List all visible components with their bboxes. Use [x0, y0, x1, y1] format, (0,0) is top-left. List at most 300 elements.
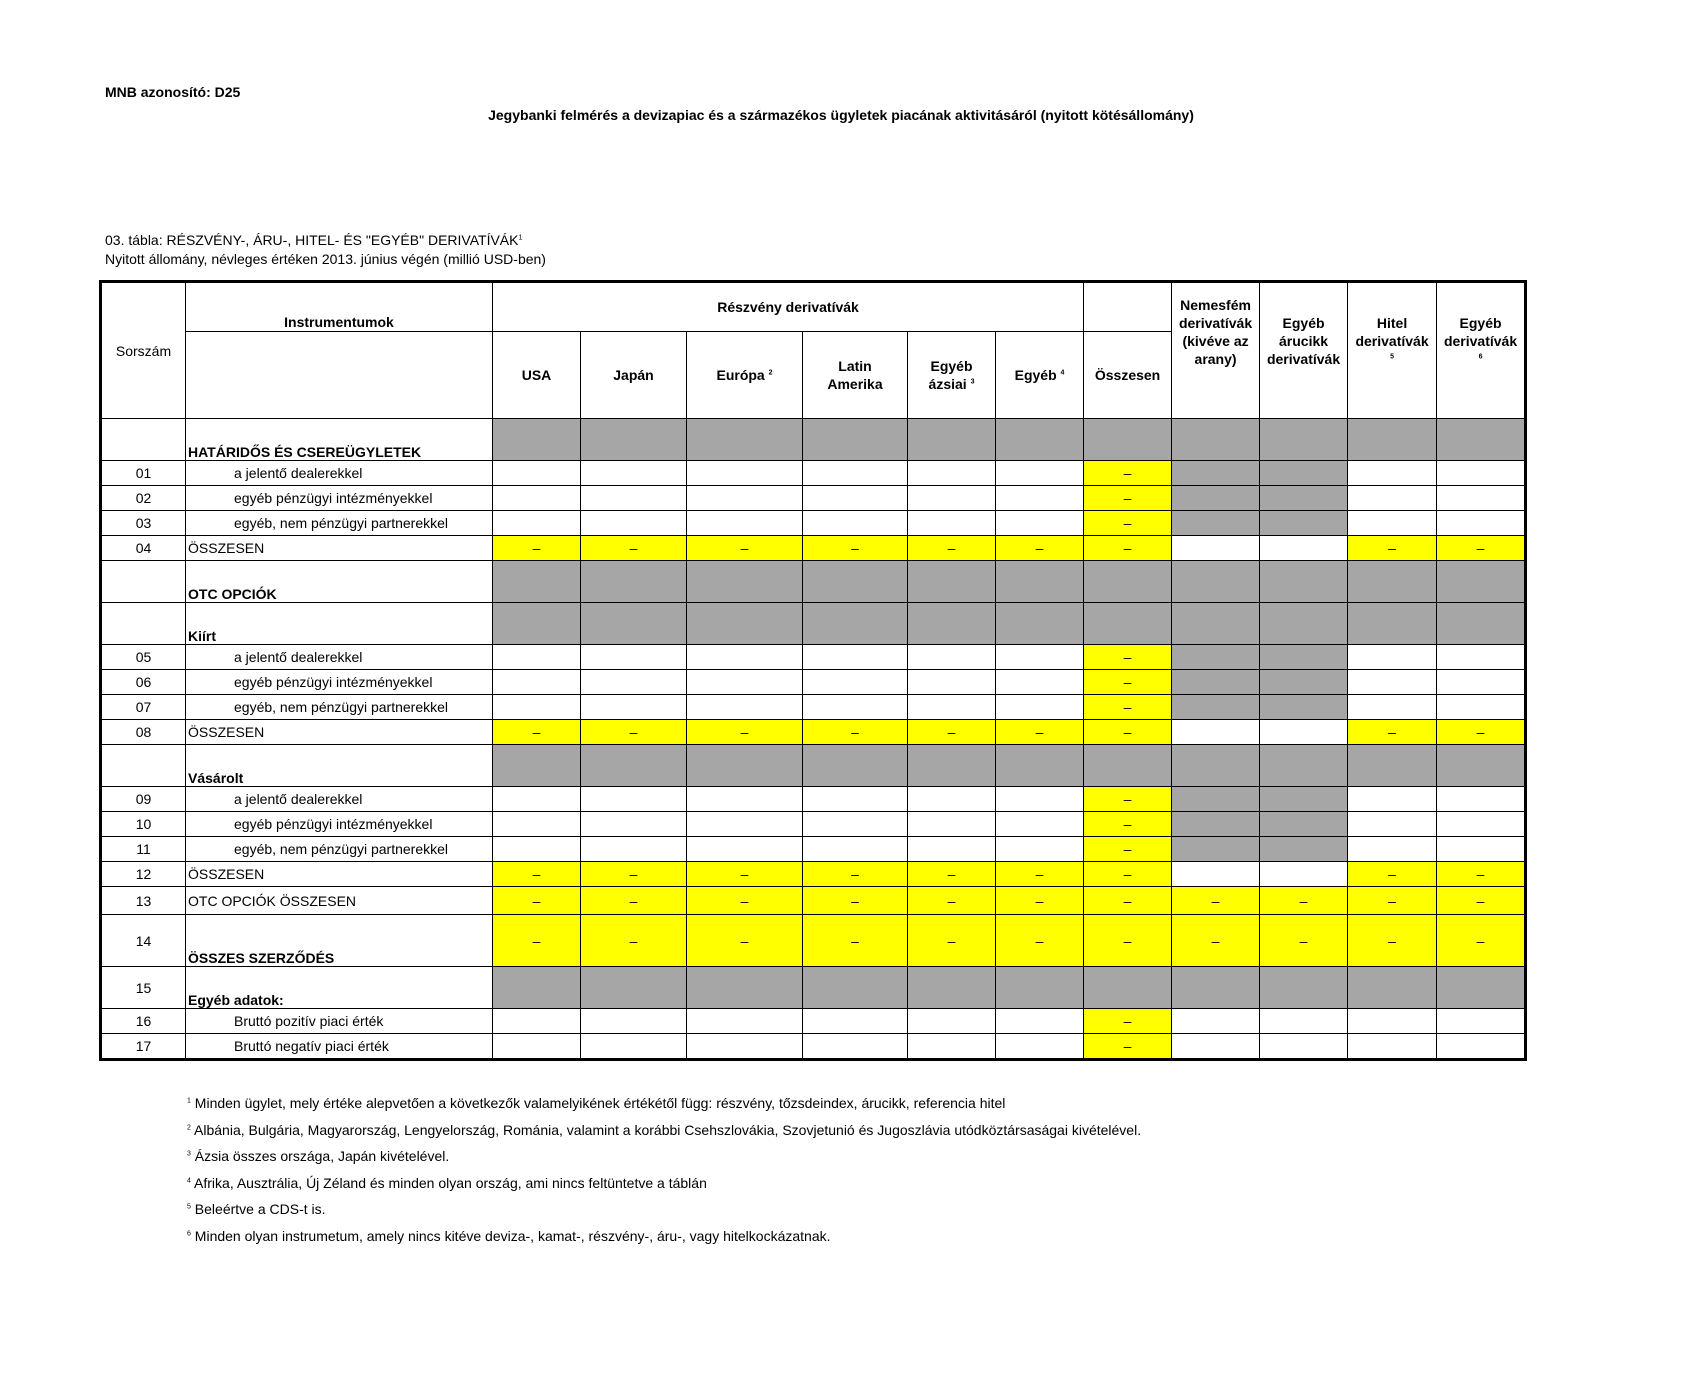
- value-cell-empty[interactable]: [687, 787, 803, 812]
- value-cell-empty[interactable]: [1348, 645, 1437, 670]
- row-label: egyéb, nem pénzügyi partnerekkel: [186, 837, 493, 862]
- value-cell-dash: –: [493, 862, 581, 887]
- value-cell-empty[interactable]: [996, 1034, 1084, 1059]
- grey-cell: [581, 419, 687, 461]
- header-europa: Európa $^2$: [687, 332, 803, 419]
- value-cell-dash: –: [996, 915, 1084, 967]
- value-cell-empty[interactable]: [1348, 837, 1437, 862]
- value-cell-empty[interactable]: [1437, 787, 1525, 812]
- row-label: ÖSSZES SZERZŐDÉS: [186, 915, 493, 967]
- value-cell-empty[interactable]: [803, 837, 908, 862]
- value-cell-empty[interactable]: [996, 486, 1084, 511]
- row-number: [102, 603, 186, 645]
- value-cell-dash: –: [908, 720, 996, 745]
- table-row: [102, 536, 1525, 561]
- row-number: 16: [102, 1009, 186, 1034]
- row-label: ÖSSZESEN: [186, 862, 493, 887]
- value-cell-empty[interactable]: [687, 486, 803, 511]
- section-row: [102, 745, 1525, 787]
- value-cell-empty[interactable]: [1348, 1034, 1437, 1059]
- value-cell-empty[interactable]: [1260, 862, 1348, 887]
- grey-cell: [1260, 486, 1348, 511]
- derivatives-table: [101, 282, 1525, 1059]
- value-cell-empty[interactable]: [996, 695, 1084, 720]
- value-cell-dash: –: [687, 887, 803, 915]
- value-cell-empty[interactable]: [908, 837, 996, 862]
- grey-cell: [1348, 419, 1437, 461]
- value-cell-dash: –: [1084, 1034, 1172, 1059]
- grey-cell: [687, 745, 803, 787]
- header-osszesen: Összesen: [1084, 332, 1172, 419]
- value-cell-dash: –: [1084, 511, 1172, 536]
- value-cell-dash: –: [996, 862, 1084, 887]
- grey-cell: [803, 561, 908, 603]
- grey-cell: [1172, 461, 1260, 486]
- grey-cell: [803, 967, 908, 1009]
- value-cell-empty[interactable]: [493, 1009, 581, 1034]
- value-cell-empty[interactable]: [996, 787, 1084, 812]
- grey-cell: [1172, 486, 1260, 511]
- value-cell-empty[interactable]: [996, 511, 1084, 536]
- table-row: [102, 915, 1525, 967]
- value-cell-dash: –: [1084, 837, 1172, 862]
- value-cell-dash: –: [687, 915, 803, 967]
- grey-cell: [1437, 561, 1525, 603]
- value-cell-empty[interactable]: [803, 787, 908, 812]
- value-cell-dash: –: [687, 862, 803, 887]
- footnote-6: $^6$ Minden olyan instrumetum, amely nincs kitéve deviza-, kamat-, részvény-, áru-, vagy hitelkockázatnak.: [187, 1227, 831, 1244]
- row-label: a jelentő dealerekkel: [186, 461, 493, 486]
- value-cell-dash: –: [493, 720, 581, 745]
- grey-cell: [996, 745, 1084, 787]
- value-cell-empty[interactable]: [687, 670, 803, 695]
- row-number: 02: [102, 486, 186, 511]
- row-number: 17: [102, 1034, 186, 1059]
- value-cell-empty[interactable]: [1437, 812, 1525, 837]
- row-label: a jelentő dealerekkel: [186, 787, 493, 812]
- row-number: [102, 745, 186, 787]
- value-cell-empty[interactable]: [1260, 1009, 1348, 1034]
- value-cell-empty[interactable]: [581, 511, 687, 536]
- header-hitel-top: Hitel: [1348, 283, 1437, 332]
- row-number: 06: [102, 670, 186, 695]
- footnote-4: $^4$ Afrika, Ausztrália, Új Zéland és minden olyan ország, ami nincs feltüntetve a táblán: [187, 1174, 707, 1191]
- grey-cell: [1437, 419, 1525, 461]
- value-cell-empty[interactable]: [908, 1009, 996, 1034]
- value-cell-empty[interactable]: [908, 645, 996, 670]
- value-cell-empty[interactable]: [1260, 1034, 1348, 1059]
- value-cell-dash: –: [1084, 812, 1172, 837]
- value-cell-empty[interactable]: [803, 486, 908, 511]
- value-cell-empty[interactable]: [1172, 1009, 1260, 1034]
- value-cell-empty[interactable]: [908, 486, 996, 511]
- row-label: egyéb, nem pénzügyi partnerekkel: [186, 695, 493, 720]
- page-title: Jegybanki felmérés a devizapiac és a származékos ügyletek piacának aktivitásáról (nyitott kötésállomány): [488, 107, 1194, 123]
- header-instrumentumok-blank: [186, 332, 493, 419]
- grey-cell: [908, 419, 996, 461]
- value-cell-empty[interactable]: [687, 511, 803, 536]
- grey-cell: [1260, 645, 1348, 670]
- value-cell-dash: –: [1437, 720, 1525, 745]
- value-cell-empty[interactable]: [581, 787, 687, 812]
- grey-cell: [1260, 561, 1348, 603]
- value-cell-empty[interactable]: [803, 695, 908, 720]
- value-cell-dash: –: [1437, 887, 1525, 915]
- grey-cell: [908, 603, 996, 645]
- value-cell-empty[interactable]: [493, 695, 581, 720]
- value-cell-empty[interactable]: [803, 511, 908, 536]
- value-cell-empty[interactable]: [803, 461, 908, 486]
- value-cell-empty[interactable]: [493, 812, 581, 837]
- value-cell-empty[interactable]: [493, 486, 581, 511]
- grey-cell: [908, 561, 996, 603]
- value-cell-dash: –: [1437, 915, 1525, 967]
- grey-cell: [908, 745, 996, 787]
- grey-cell: [1437, 745, 1525, 787]
- value-cell-empty[interactable]: [1437, 695, 1525, 720]
- value-cell-dash: –: [687, 536, 803, 561]
- grey-cell: [1260, 967, 1348, 1009]
- value-cell-dash: –: [1437, 536, 1525, 561]
- value-cell-empty[interactable]: [581, 645, 687, 670]
- header-hitel-bottom: derivatívák $^5$: [1348, 332, 1437, 419]
- value-cell-empty[interactable]: [581, 486, 687, 511]
- table-row: [102, 461, 1525, 486]
- table-row: [102, 787, 1525, 812]
- value-cell-empty[interactable]: [493, 1034, 581, 1059]
- value-cell-empty[interactable]: [687, 812, 803, 837]
- value-cell-dash: –: [1084, 720, 1172, 745]
- value-cell-empty[interactable]: [1172, 720, 1260, 745]
- footnote-5: $^5$ Beleértve a CDS-t is.: [187, 1201, 326, 1217]
- grey-cell: [1260, 670, 1348, 695]
- table-caption: 03. tábla: RÉSZVÉNY-, ÁRU-, HITEL- ÉS "EGYÉB" DERIVATÍVÁK$^1$: [105, 232, 523, 248]
- table-row: [102, 670, 1525, 695]
- grey-cell: [1348, 967, 1437, 1009]
- table-row: [102, 862, 1525, 887]
- grey-cell: [1437, 603, 1525, 645]
- value-cell-dash: –: [581, 887, 687, 915]
- grey-cell: [1172, 645, 1260, 670]
- value-cell-dash: –: [493, 536, 581, 561]
- value-cell-empty[interactable]: [996, 670, 1084, 695]
- grey-cell: [687, 967, 803, 1009]
- value-cell-empty[interactable]: [581, 670, 687, 695]
- value-cell-empty[interactable]: [493, 787, 581, 812]
- section-row: [102, 419, 1525, 461]
- grey-cell: [803, 419, 908, 461]
- value-cell-dash: –: [1084, 461, 1172, 486]
- grey-cell: [1172, 695, 1260, 720]
- value-cell-dash: –: [1084, 695, 1172, 720]
- value-cell-empty[interactable]: [493, 645, 581, 670]
- grey-cell: [996, 419, 1084, 461]
- row-number: 01: [102, 461, 186, 486]
- row-number: 04: [102, 536, 186, 561]
- table-row: [102, 511, 1525, 536]
- value-cell-empty[interactable]: [687, 1034, 803, 1059]
- grey-cell: [1084, 561, 1172, 603]
- value-cell-empty[interactable]: [1348, 670, 1437, 695]
- grey-cell: [1260, 461, 1348, 486]
- value-cell-empty[interactable]: [908, 511, 996, 536]
- value-cell-empty[interactable]: [581, 461, 687, 486]
- grey-cell: [1260, 787, 1348, 812]
- value-cell-dash: –: [908, 536, 996, 561]
- grey-cell: [493, 603, 581, 645]
- table-row: [102, 645, 1525, 670]
- grey-cell: [1172, 745, 1260, 787]
- grey-cell: [1260, 419, 1348, 461]
- row-number: 05: [102, 645, 186, 670]
- row-label: egyéb, nem pénzügyi partnerekkel: [186, 511, 493, 536]
- value-cell-dash: –: [1348, 536, 1437, 561]
- value-cell-dash: –: [687, 720, 803, 745]
- value-cell-empty[interactable]: [1348, 461, 1437, 486]
- grey-cell: [1172, 670, 1260, 695]
- grey-cell: [1260, 511, 1348, 536]
- value-cell-dash: –: [996, 720, 1084, 745]
- value-cell-dash: –: [803, 915, 908, 967]
- table-subcaption: Nyitott állomány, névleges értéken 2013. június végén (millió USD-ben): [105, 251, 546, 267]
- grey-cell: [908, 967, 996, 1009]
- grey-cell: [996, 967, 1084, 1009]
- value-cell-dash: –: [1084, 1009, 1172, 1034]
- row-label: Egyéb adatok:: [186, 967, 493, 1009]
- value-cell-empty[interactable]: [1437, 486, 1525, 511]
- value-cell-empty[interactable]: [1260, 536, 1348, 561]
- row-label: Bruttó negatív piaci érték: [186, 1034, 493, 1059]
- grey-cell: [1260, 745, 1348, 787]
- row-number: 09: [102, 787, 186, 812]
- header-japan: Japán: [581, 332, 687, 419]
- grey-cell: [581, 603, 687, 645]
- value-cell-dash: –: [1437, 862, 1525, 887]
- value-cell-empty[interactable]: [908, 787, 996, 812]
- row-number: 15: [102, 967, 186, 1009]
- value-cell-empty[interactable]: [803, 812, 908, 837]
- value-cell-dash: –: [1084, 787, 1172, 812]
- value-cell-dash: –: [1348, 720, 1437, 745]
- value-cell-empty[interactable]: [908, 1034, 996, 1059]
- table-row: [102, 837, 1525, 862]
- value-cell-empty[interactable]: [996, 812, 1084, 837]
- grey-cell: [1084, 967, 1172, 1009]
- value-cell-empty[interactable]: [493, 511, 581, 536]
- value-cell-dash: –: [908, 862, 996, 887]
- mnb-identifier: MNB azonosító: D25: [105, 84, 241, 100]
- value-cell-empty[interactable]: [1437, 837, 1525, 862]
- grey-cell: [1348, 745, 1437, 787]
- value-cell-empty[interactable]: [581, 1034, 687, 1059]
- row-label: egyéb pénzügyi intézményekkel: [186, 812, 493, 837]
- value-cell-empty[interactable]: [803, 1034, 908, 1059]
- table-row: [102, 695, 1525, 720]
- grey-cell: [493, 419, 581, 461]
- header-reszveny-derivativak: Részvény derivatívák: [493, 283, 1084, 332]
- value-cell-dash: –: [581, 536, 687, 561]
- grey-cell: [493, 967, 581, 1009]
- value-cell-empty[interactable]: [996, 461, 1084, 486]
- grey-cell: [1172, 561, 1260, 603]
- header-latin-amerika: Latin Amerika: [803, 332, 908, 419]
- value-cell-empty[interactable]: [1437, 461, 1525, 486]
- value-cell-dash: –: [1348, 915, 1437, 967]
- value-cell-empty[interactable]: [803, 1009, 908, 1034]
- grey-cell: [1172, 787, 1260, 812]
- value-cell-empty[interactable]: [687, 461, 803, 486]
- value-cell-empty[interactable]: [908, 695, 996, 720]
- row-number: 13: [102, 887, 186, 915]
- value-cell-dash: –: [493, 915, 581, 967]
- value-cell-dash: –: [803, 536, 908, 561]
- value-cell-empty[interactable]: [1260, 720, 1348, 745]
- value-cell-empty[interactable]: [1348, 511, 1437, 536]
- value-cell-empty[interactable]: [908, 812, 996, 837]
- header-sorszam: Sorszám: [102, 283, 186, 419]
- value-cell-empty[interactable]: [1348, 695, 1437, 720]
- value-cell-empty[interactable]: [1348, 787, 1437, 812]
- row-label: a jelentő dealerekkel: [186, 645, 493, 670]
- value-cell-dash: –: [1348, 862, 1437, 887]
- value-cell-dash: –: [1084, 887, 1172, 915]
- value-cell-dash: –: [1084, 862, 1172, 887]
- table-row: [102, 1034, 1525, 1059]
- table-row: [102, 720, 1525, 745]
- row-number: [102, 561, 186, 603]
- header-egyeb-aru-top: Egyéb: [1260, 283, 1348, 332]
- table-row: [102, 1009, 1525, 1034]
- value-cell-empty[interactable]: [1348, 1009, 1437, 1034]
- header-nemesfem-top: Nemesfém derivatívák: [1172, 283, 1260, 332]
- header-egyeb-azsiai: Egyéb ázsiai $^3$: [908, 332, 996, 419]
- value-cell-empty[interactable]: [493, 837, 581, 862]
- row-number: 07: [102, 695, 186, 720]
- value-cell-empty[interactable]: [687, 837, 803, 862]
- value-cell-empty[interactable]: [1348, 486, 1437, 511]
- value-cell-empty[interactable]: [1172, 862, 1260, 887]
- header-nemesfem-bottom: (kivéve az arany): [1172, 332, 1260, 419]
- header-egyeb-der-bottom: derivatívák $^6$: [1437, 332, 1525, 419]
- value-cell-dash: –: [908, 887, 996, 915]
- grey-cell: [493, 561, 581, 603]
- value-cell-dash: –: [1084, 670, 1172, 695]
- grey-cell: [1172, 511, 1260, 536]
- grey-cell: [1260, 812, 1348, 837]
- value-cell-empty[interactable]: [803, 670, 908, 695]
- grey-cell: [1348, 603, 1437, 645]
- grey-cell: [1348, 561, 1437, 603]
- value-cell-empty[interactable]: [581, 837, 687, 862]
- grey-cell: [1084, 419, 1172, 461]
- row-number: [102, 419, 186, 461]
- grey-cell: [1260, 695, 1348, 720]
- row-number: 14: [102, 915, 186, 967]
- grey-cell: [1260, 837, 1348, 862]
- footnote-2: $^2$ Albánia, Bulgária, Magyarország, Lengyelország, Románia, valamint a korábbi Csehszlovákia, Szovjetunió és Jugoszlávia utódköztársaságai kivételével.: [187, 1121, 1142, 1138]
- row-number: 10: [102, 812, 186, 837]
- grey-cell: [1437, 967, 1525, 1009]
- value-cell-dash: –: [581, 862, 687, 887]
- header-usa: USA: [493, 332, 581, 419]
- row-label: OTC OPCIÓK ÖSSZESEN: [186, 887, 493, 915]
- value-cell-dash: –: [1084, 486, 1172, 511]
- grey-cell: [803, 745, 908, 787]
- grey-cell: [1084, 745, 1172, 787]
- value-cell-dash: –: [1348, 887, 1437, 915]
- value-cell-empty[interactable]: [581, 695, 687, 720]
- value-cell-empty[interactable]: [1437, 670, 1525, 695]
- value-cell-dash: –: [493, 887, 581, 915]
- grey-cell: [687, 603, 803, 645]
- value-cell-empty[interactable]: [1172, 536, 1260, 561]
- value-cell-empty[interactable]: [908, 670, 996, 695]
- value-cell-empty[interactable]: [687, 1009, 803, 1034]
- grey-cell: [1172, 603, 1260, 645]
- header-instrumentumok: Instrumentumok: [186, 283, 493, 332]
- footnote-1: $^1$ Minden ügylet, mely értéke alepvetően a következők valamelyikének értékétől függ: részvény, tőzsdeindex, árucikk, referencia hitel: [187, 1095, 1006, 1111]
- row-label: egyéb pénzügyi intézményekkel: [186, 486, 493, 511]
- value-cell-dash: –: [1084, 915, 1172, 967]
- value-cell-empty[interactable]: [581, 812, 687, 837]
- value-cell-empty[interactable]: [1437, 511, 1525, 536]
- row-label: egyéb pénzügyi intézményekkel: [186, 670, 493, 695]
- grey-cell: [996, 561, 1084, 603]
- grey-cell: [1172, 837, 1260, 862]
- value-cell-empty[interactable]: [803, 645, 908, 670]
- value-cell-empty[interactable]: [908, 461, 996, 486]
- row-label: ÖSSZESEN: [186, 720, 493, 745]
- value-cell-empty[interactable]: [996, 837, 1084, 862]
- grey-cell: [1084, 603, 1172, 645]
- footnote-3: $^3$ Ázsia összes országa, Japán kivételével.: [187, 1148, 450, 1164]
- row-label: ÖSSZESEN: [186, 536, 493, 561]
- header-egyeb-der-top: Egyéb: [1437, 283, 1525, 332]
- value-cell-empty[interactable]: [1437, 645, 1525, 670]
- table-row: [102, 812, 1525, 837]
- grey-cell: [1172, 812, 1260, 837]
- grey-cell: [493, 745, 581, 787]
- row-label: Vásárolt: [186, 745, 493, 787]
- value-cell-empty[interactable]: [493, 461, 581, 486]
- value-cell-empty[interactable]: [1437, 1034, 1525, 1059]
- row-number: 12: [102, 862, 186, 887]
- value-cell-empty[interactable]: [996, 1009, 1084, 1034]
- row-label: Bruttó pozitív piaci érték: [186, 1009, 493, 1034]
- value-cell-dash: –: [1172, 915, 1260, 967]
- value-cell-empty[interactable]: [1348, 812, 1437, 837]
- table-row: [102, 967, 1525, 1009]
- value-cell-empty[interactable]: [996, 645, 1084, 670]
- grey-cell: [996, 603, 1084, 645]
- section-row: [102, 603, 1525, 645]
- value-cell-empty[interactable]: [493, 670, 581, 695]
- row-label: HATÁRIDŐS ÉS CSEREÜGYLETEK: [186, 419, 493, 461]
- header-egyeb: Egyéb $^4$: [996, 332, 1084, 419]
- table-row: [102, 486, 1525, 511]
- grey-cell: [687, 561, 803, 603]
- footnotes: [187, 1095, 1141, 1254]
- value-cell-empty[interactable]: [687, 695, 803, 720]
- value-cell-empty[interactable]: [1172, 1034, 1260, 1059]
- value-cell-dash: –: [803, 862, 908, 887]
- value-cell-dash: –: [908, 915, 996, 967]
- value-cell-dash: –: [581, 720, 687, 745]
- value-cell-empty[interactable]: [687, 645, 803, 670]
- value-cell-dash: –: [1084, 536, 1172, 561]
- value-cell-empty[interactable]: [1437, 1009, 1525, 1034]
- value-cell-empty[interactable]: [581, 1009, 687, 1034]
